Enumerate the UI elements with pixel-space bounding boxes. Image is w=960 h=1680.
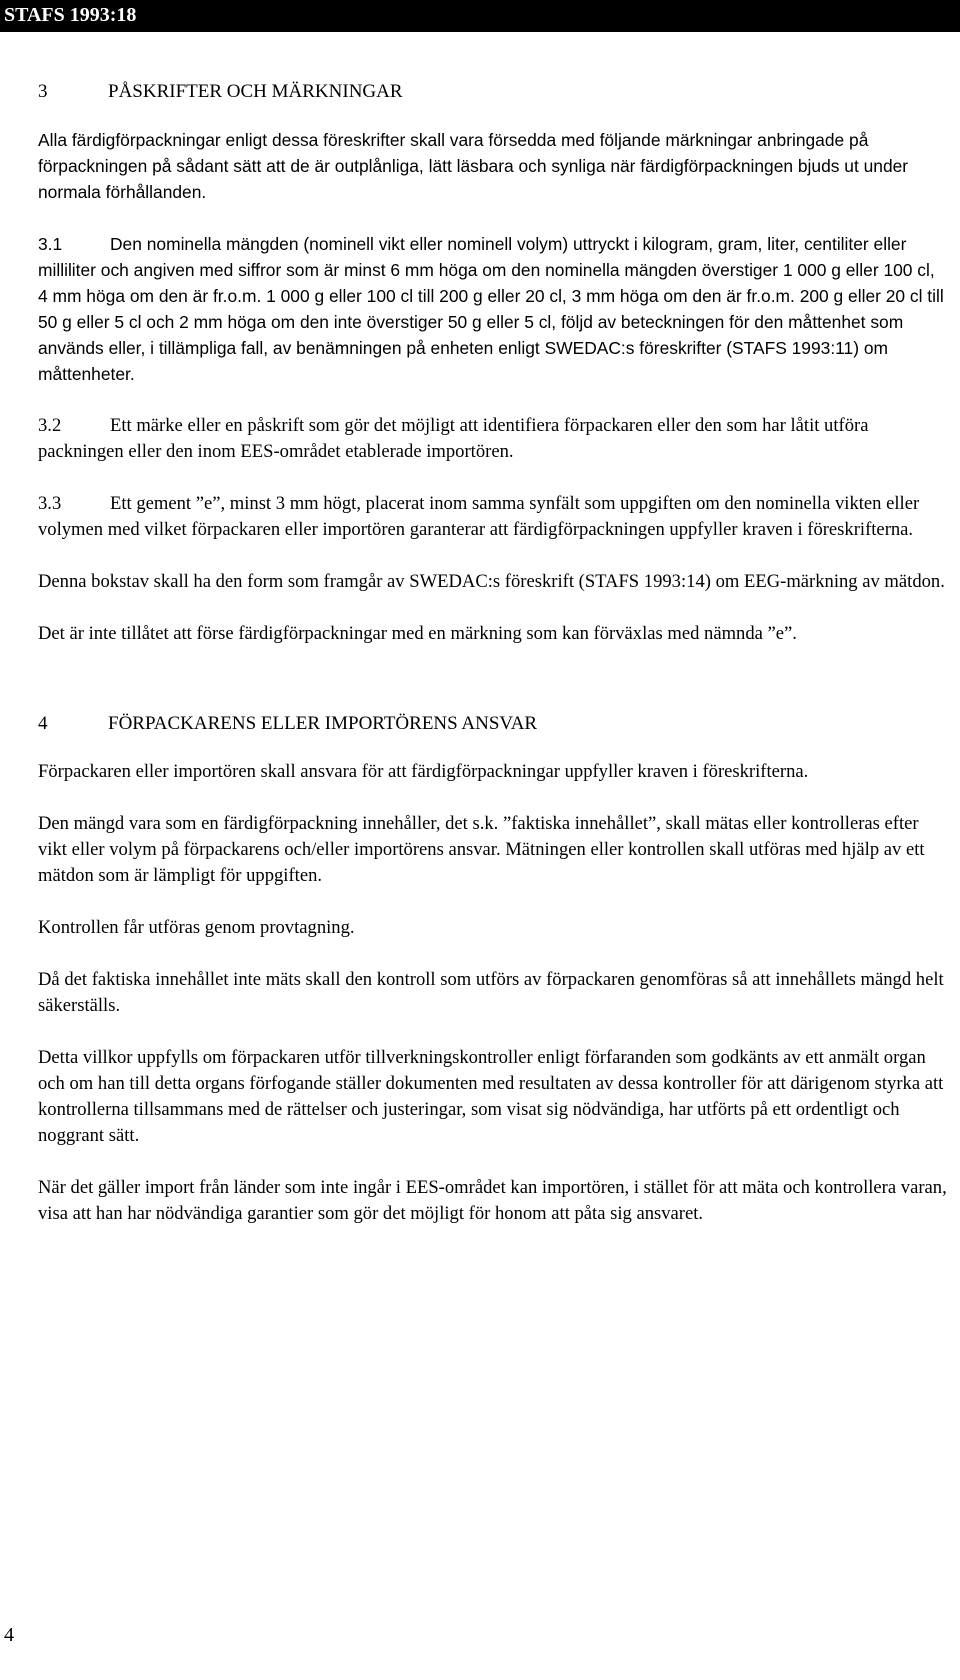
- section-3-intro: Alla färdigförpackningar enligt dessa föreskrifter skall vara försedda med följande märkningar anbringade på förpackningen på sådant sätt att de är outplånliga, lätt läsbara och synliga när färdigförpackningen bjuds ut under normala förhållanden.: [38, 130, 909, 202]
- paragraph: Den mängd vara som en färdigförpackning innehåller, det s.k. ”faktiska innehållet”, skall mätas eller kontrolleras efter vikt eller volym på förpackarens och/eller importörens ansvar. Mätningen eller kontrollen skall utföras med hjälp av ett mätdon som är lämpligt för uppgiften.: [38, 813, 925, 886]
- section-title: FÖRPACKARENS ELLER IMPORTÖRENS ANSVAR: [108, 713, 538, 734]
- paragraph: Förpackaren eller importören skall ansvara för att färdigförpackningar uppfyller kraven i föreskrifterna.: [38, 761, 809, 782]
- paragraph: När det gäller import från länder som inte ingår i EES-området kan importören, i stället för att mäta och kontrollera varan, visa att han har nödvändiga garantier som gör det möjligt för honom att påta sig ansvaret.: [38, 1177, 947, 1224]
- item-number: 3.1: [38, 234, 63, 254]
- paragraph: Detta villkor uppfylls om förpackaren utför tillverkningskontroller enligt förfaranden som godkänts av ett anmält organ och om han till detta organs förfogande ställer dokumenten med resultaten av dessa kontroller för att därigenom styrka att kontrollerna tillsammans med de rättelser och justeringar, som visat sig nödvändiga, har utförts på ett ordentligt och noggrant sätt.: [38, 1047, 944, 1146]
- item-number: 3.3: [38, 493, 62, 514]
- item-3-2: [38, 413, 948, 465]
- item-text: Den nominella mängden (nominell vikt eller nominell volym) uttryckt i kilogram, gram, liter, centiliter eller milliliter och angiven med siffror som är minst 6 mm höga om den nominella mängden överstiger 1 000 g eller 100 cl, 4 mm höga om den är fr.o.m. 1 000 g eller 100 cl till 200 g eller 20 cl, 3 mm höga om den är fr.o.m. 200 g eller 20 cl till 50 g eller 5 cl och 2 mm höga om den inte överstiger 50 g eller 5 cl, följd av beteckningen för den måttenhet som används eller, i tillämpliga fall, av benämningen på enheten enligt SWEDAC:s föreskrifter (STAFS 1993:11) om måttenheter.: [38, 234, 944, 384]
- document-id: STAFS 1993:18: [4, 4, 137, 26]
- paragraph: Kontrollen får utföras genom provtagning.: [38, 917, 355, 938]
- document-body: [38, 79, 948, 1227]
- item-3-1: [38, 231, 948, 387]
- section-number: 3: [38, 81, 48, 102]
- paragraph: Då det faktiska innehållet inte mäts skall den kontroll som utförs av förpackaren genomföras så att innehållets mängd helt säkerställs.: [38, 969, 944, 1016]
- section-3-heading: [38, 79, 948, 105]
- section-4-heading: [38, 711, 948, 737]
- paragraph: Denna bokstav skall ha den form som framgår av SWEDAC:s föreskrift (STAFS 1993:14) om EEG-märkning av mätdon.: [38, 571, 945, 592]
- item-3-3: [38, 491, 948, 543]
- page-number: 4: [4, 1624, 14, 1646]
- item-text: Ett gement ”e”, minst 3 mm högt, placerat inom samma synfält som uppgiften om den nominella vikten eller volymen med vilket förpackaren eller importören garanterar att färdigförpackningen uppfyller kraven i föreskrifterna.: [38, 493, 920, 540]
- item-text: Ett märke eller en påskrift som gör det möjligt att identifiera förpackaren eller den som har låtit utföra packningen eller den inom EES-området etablerade importören.: [38, 415, 869, 462]
- section-number: 4: [38, 713, 48, 734]
- header-bar: [0, 0, 960, 32]
- paragraph: Det är inte tillåtet att förse färdigförpackningar med en märkning som kan förväxlas med nämnda ”e”.: [38, 623, 797, 644]
- section-title: PÅSKRIFTER OCH MÄRKNINGAR: [108, 81, 403, 102]
- item-number: 3.2: [38, 415, 62, 436]
